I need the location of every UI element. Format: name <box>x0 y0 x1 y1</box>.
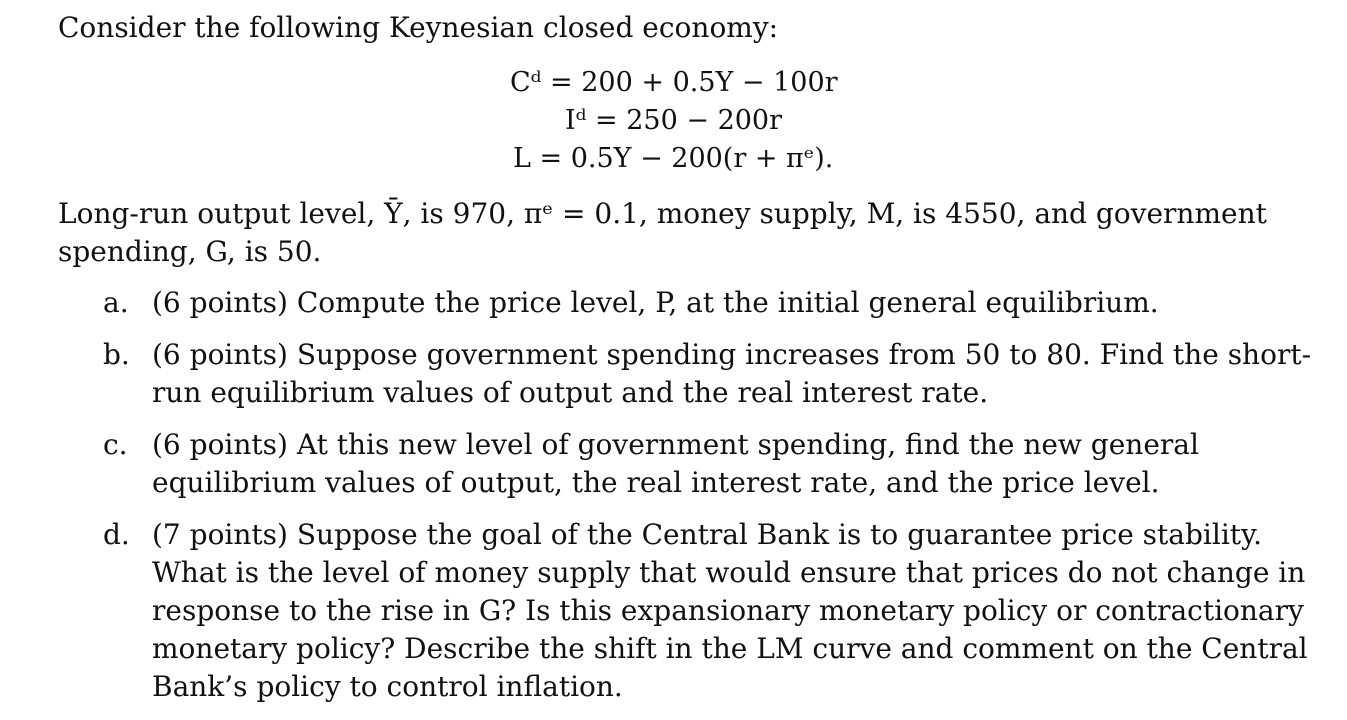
question-text: (6 points) At this new level of government spending, find the new general equilibrium values of output, the real interest rate, and the price level. <box>152 428 1199 499</box>
given-parameters: Long-run output level, Ȳ, is 970, πᵉ = 0.1, money supply, M, is 4550, and government spending, G, is 50. <box>58 197 1267 268</box>
question-text: (6 points) Compute the price level, P, at the initial general equilibrium. <box>152 286 1159 319</box>
question-letter: c. <box>103 428 128 461</box>
question-b <box>0 336 1347 412</box>
question-text: (6 points) Suppose government spending increases from 50 to 80. Find the short-run equilibrium values of output and the real interest rate. <box>152 338 1312 409</box>
equation-money-demand: L = 0.5Y − 200(r + πᵉ). <box>513 143 834 174</box>
question-c <box>0 426 1347 502</box>
question-d <box>0 516 1347 706</box>
question-a <box>0 284 1347 322</box>
equation-investment: Iᵈ = 250 − 200r <box>565 105 783 136</box>
question-letter: d. <box>103 518 130 551</box>
intro-text: Consider the following Keynesian closed economy: <box>58 11 779 44</box>
equation-consumption: Cᵈ = 200 + 0.5Y − 100r <box>510 67 838 98</box>
question-list <box>0 284 1347 720</box>
question-letter: a. <box>103 286 129 319</box>
question-letter: b. <box>103 338 130 371</box>
question-text: (7 points) Suppose the goal of the Central Bank is to guarantee price stability. What is the level of money supply that would ensure that prices do not change in response to the rise in G? Is this expansionary monetary policy or contractionary monetary policy? Describe the shift in the LM curve and comment on the Central Bank’s policy to control inflation. <box>152 518 1308 703</box>
